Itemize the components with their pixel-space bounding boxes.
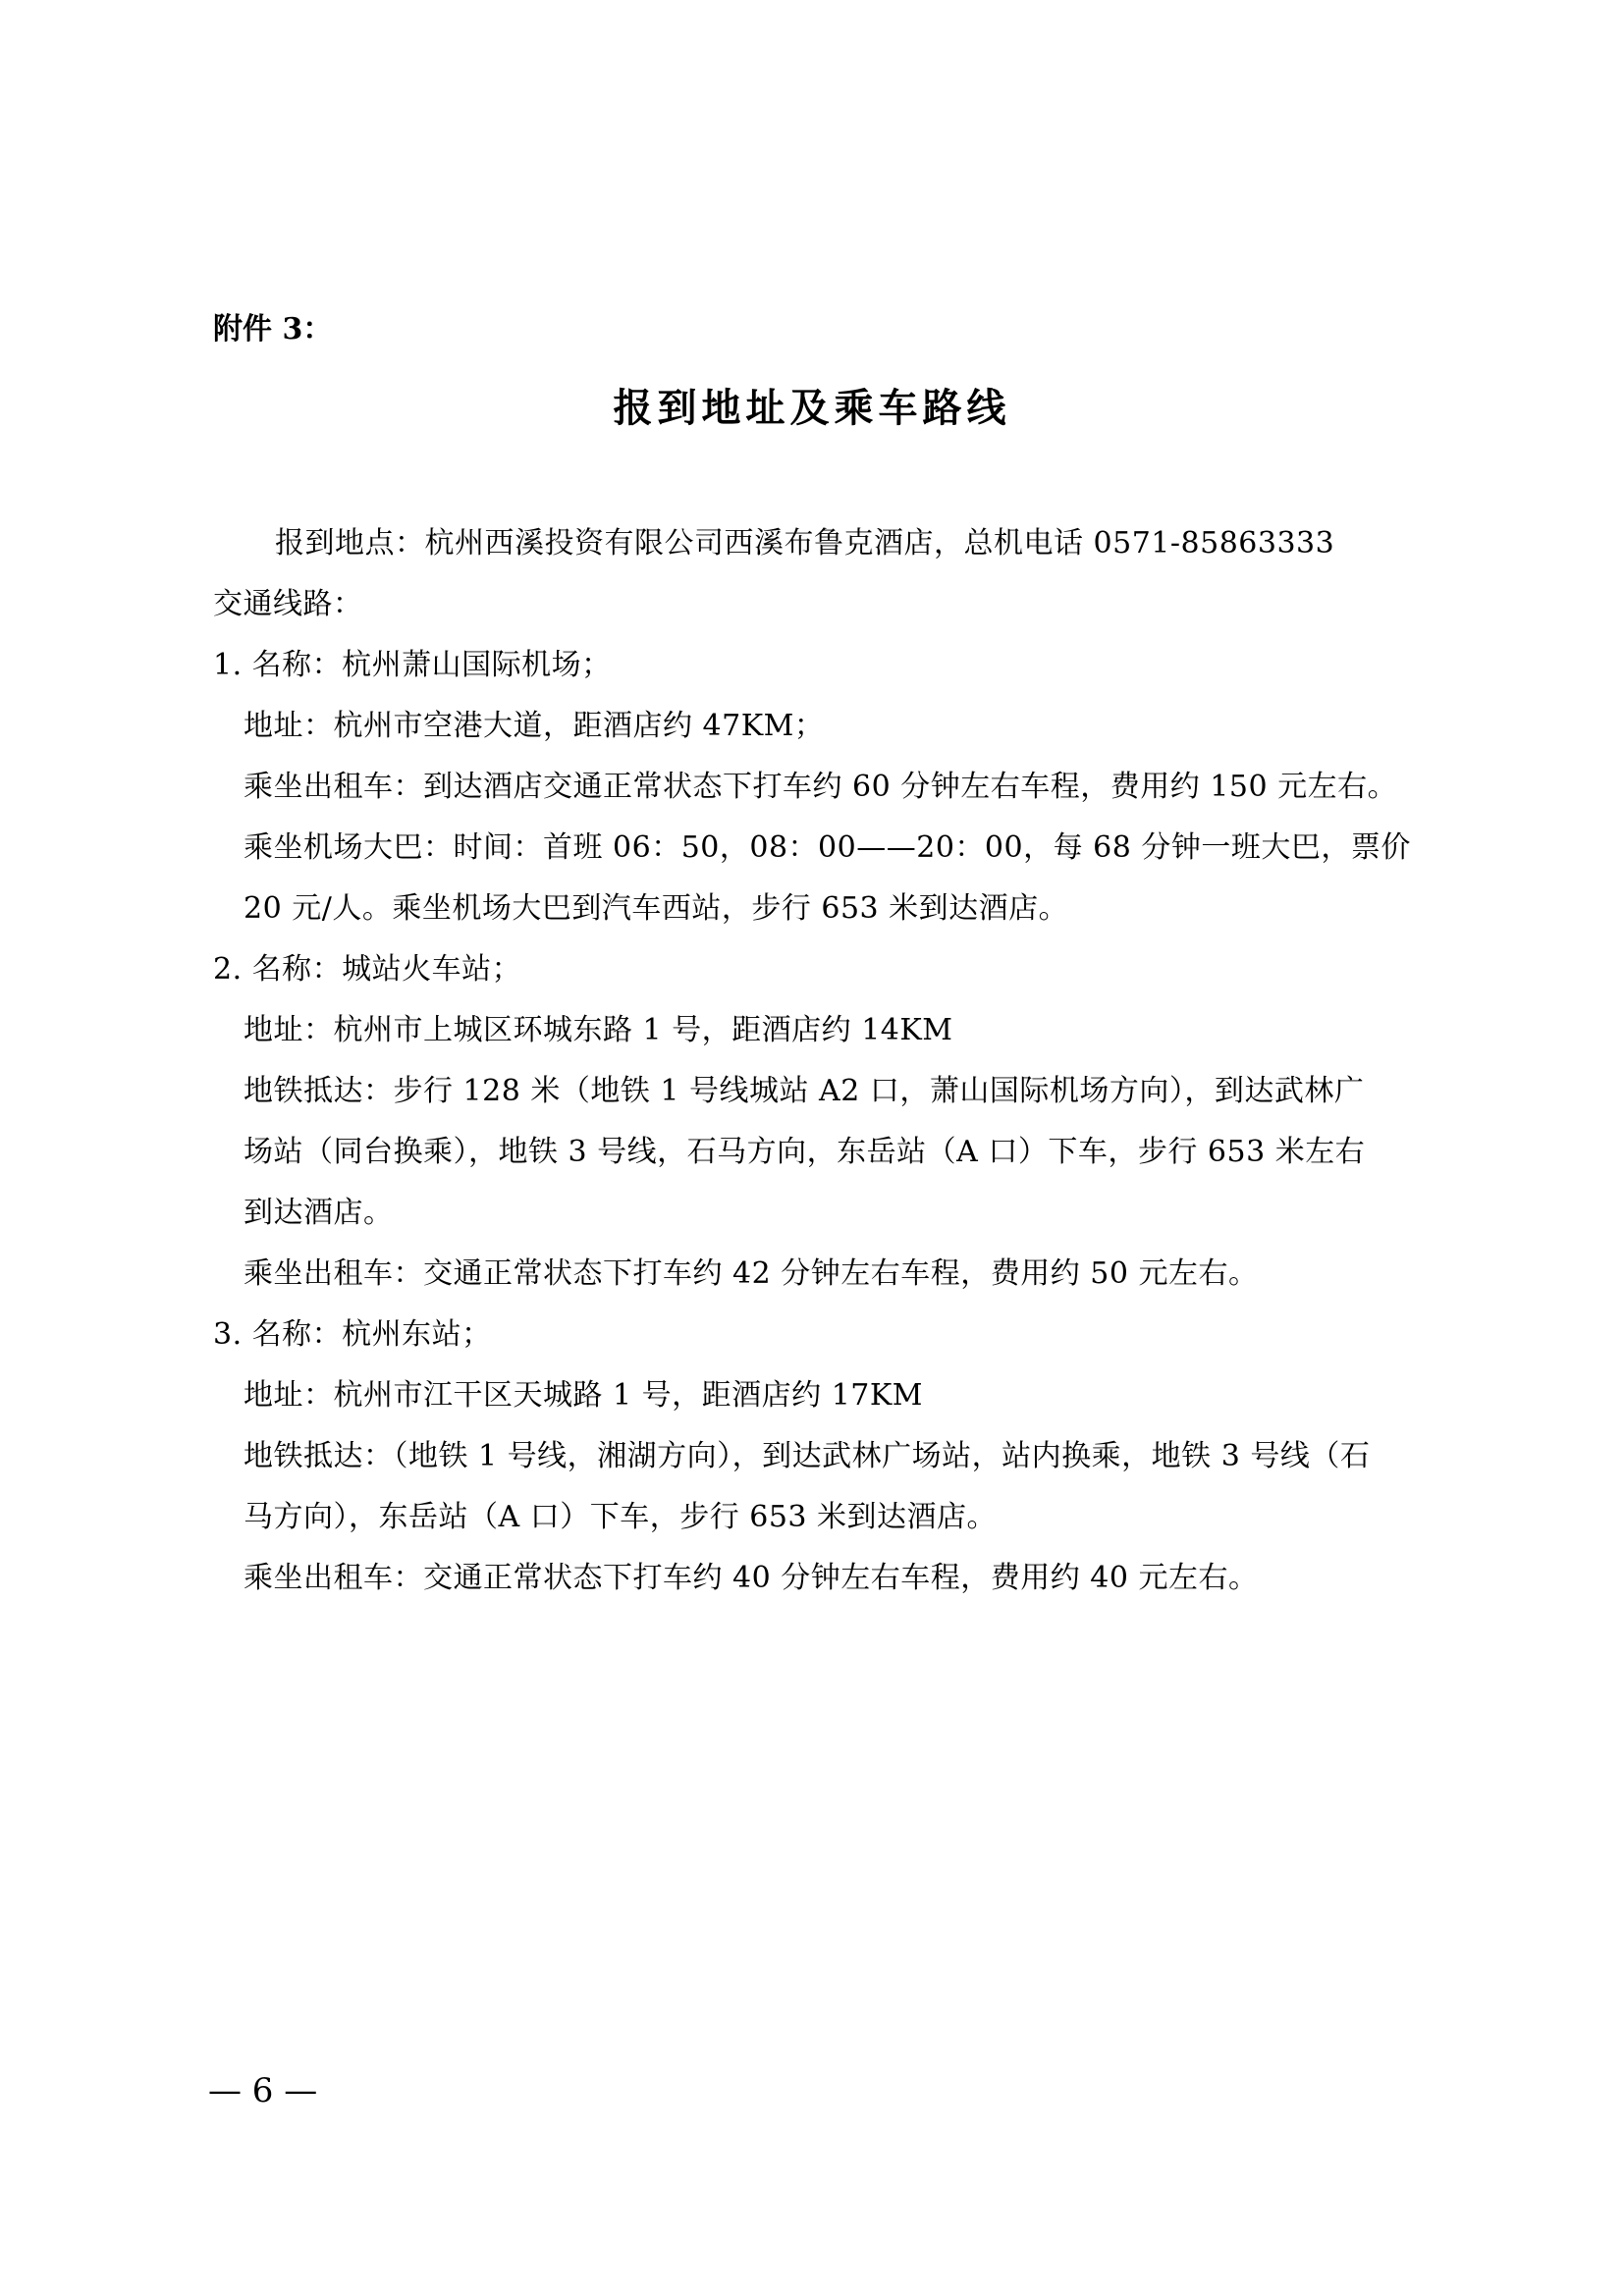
route2-taxi: 乘坐出租车：交通正常状态下打车约 42 分钟左右车程，费用约 50 元左右。 (244, 1256, 1259, 1291)
route3-metro-line2: 马方向），东岳站（A 口）下车，步行 653 米到达酒店。 (244, 1500, 998, 1534)
page-number: — 6 — (208, 2071, 318, 2110)
attachment-label: 附件 3： (213, 312, 333, 347)
route3-name: 3. 名称：杭州东站； (213, 1317, 492, 1352)
route2-metro-line1: 地铁抵达：步行 128 米（地铁 1 号线城站 A2 口，萧山国际机场方向），到达武林广 (244, 1074, 1365, 1108)
route2-metro-line3: 到达酒店。 (244, 1196, 394, 1230)
route1-name: 1. 名称：杭州萧山国际机场； (213, 648, 612, 682)
route1-bus-line1: 乘坐机场大巴：时间：首班 06：50，08：00——20：00，每 68 分钟一班大巴，票价 (244, 830, 1411, 865)
route1-taxi: 乘坐出租车：到达酒店交通正常状态下打车约 60 分钟左右车程，费用约 150 元左右。 (244, 770, 1398, 804)
page-title: 报到地址及乘车路线 (613, 385, 1011, 431)
report-location: 报到地点：杭州西溪投资有限公司西溪布鲁克酒店，总机电话 0571-85863333 (275, 526, 1335, 561)
route2-metro-line2: 场站（同台换乘），地铁 3 号线，石马方向，东岳站（A 口）下车，步行 653 米左右 (244, 1135, 1366, 1169)
route3-taxi: 乘坐出租车：交通正常状态下打车约 40 分钟左右车程，费用约 40 元左右。 (244, 1561, 1259, 1595)
route1-bus-line2: 20 元/人。乘坐机场大巴到汽车西站，步行 653 米到达酒店。 (244, 891, 1069, 926)
routes-heading: 交通线路： (213, 587, 363, 621)
route1-address: 地址：杭州市空港大道，距酒店约 47KM； (244, 709, 825, 743)
route3-metro-line1: 地铁抵达：（地铁 1 号线，湘湖方向），到达武林广场站，站内换乘，地铁 3 号线（石 (244, 1439, 1371, 1473)
route3-address: 地址：杭州市江干区天城路 1 号，距酒店约 17KM (244, 1378, 923, 1413)
route2-address: 地址：杭州市上城区环城东路 1 号，距酒店约 14KM (244, 1013, 953, 1047)
route2-name: 2. 名称：城站火车站； (213, 952, 522, 987)
